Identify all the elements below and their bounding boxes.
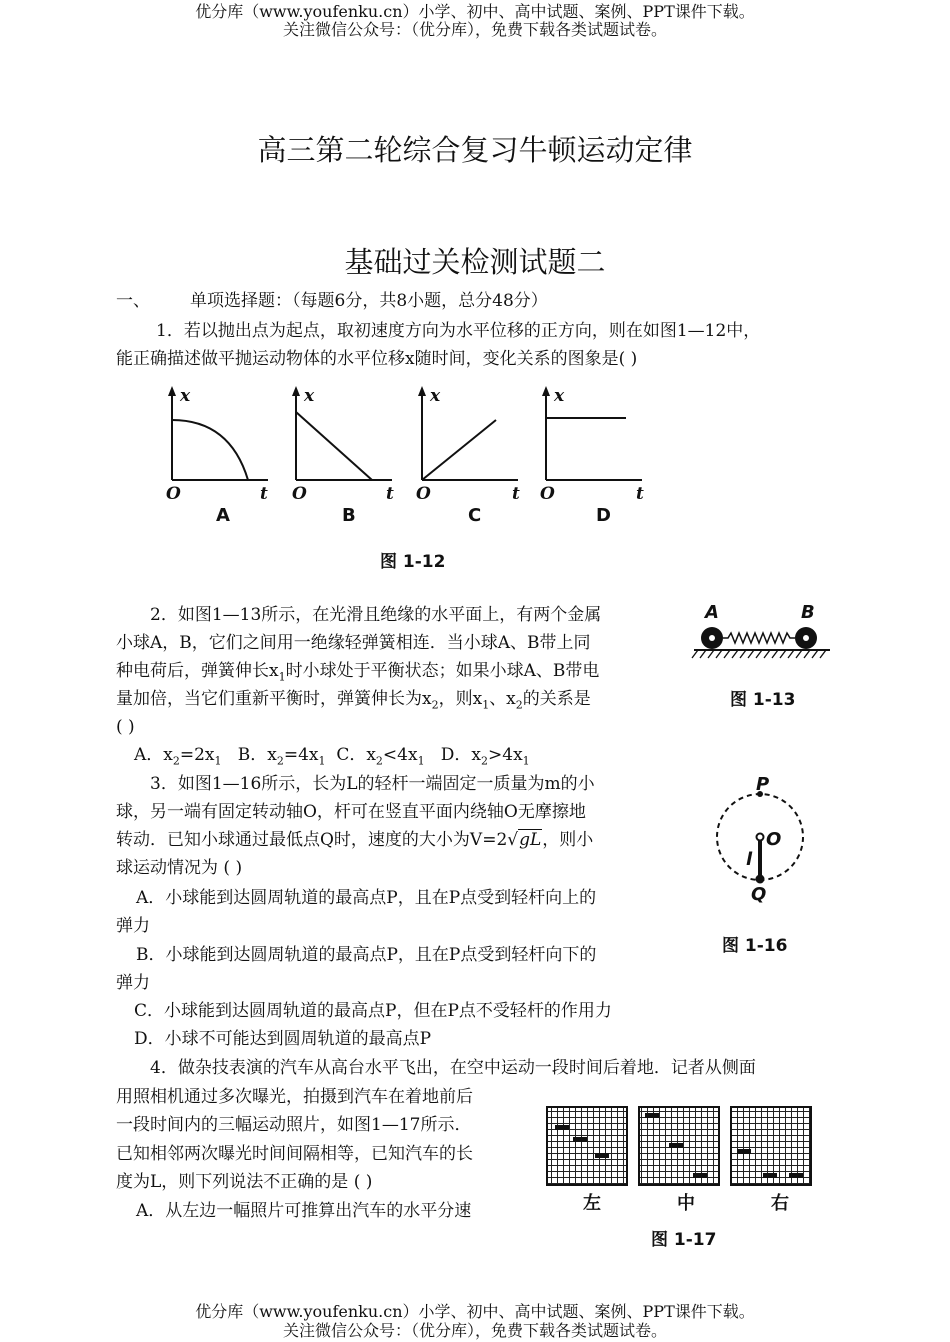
figure-1-17 (545, 1105, 815, 1190)
figure-1-12-caption: 图 1-12 (380, 552, 446, 572)
graph-d-x-label: x (554, 386, 565, 406)
photo-middle-label: 中 (677, 1193, 695, 1214)
photo-left-label: 左 (583, 1193, 601, 1214)
graph-c-line (422, 420, 496, 480)
graph-a-curve (172, 420, 248, 480)
q2-line-1: 2．如图1—13所示，在光滑且绝缘的水平面上，有两个金属 (150, 605, 602, 625)
graph-c-t-label: t (512, 484, 520, 504)
ground (692, 650, 830, 658)
label-o: O (766, 829, 782, 850)
figure-1-16-caption: 图 1-16 (722, 936, 788, 956)
q3-option-a-line-1: A．小球能到达圆周轨道的最高点P，且在P点受到轻杆向上的 (136, 888, 597, 908)
q4-option-a: A．从左边一幅照片可推算出汽车的水平分速 (136, 1201, 472, 1221)
page-subtitle: 基础过关检测试题二 (344, 245, 606, 279)
graph-a-label: A (216, 505, 230, 526)
q1-line-2: 能正确描述做平抛运动物体的水平位移x随时间，变化关系的图象是( ) (116, 349, 638, 369)
q2-options (134, 744, 530, 772)
q2-option-c: C．$x_2<4x_1$ (336, 745, 425, 768)
header-line-2: 关注微信公众号：（优分库），免费下载各类试题试卷。 (282, 20, 667, 39)
graph-a-origin: O (166, 484, 181, 504)
photo-right-label: 右 (771, 1193, 789, 1214)
graph-b-t-label: t (386, 484, 394, 504)
q2-option-b: B．$x_2=4x_1$ (237, 745, 326, 768)
graph-d-t-label: t (636, 484, 644, 504)
ball-q (756, 875, 765, 884)
graph-b-x-label: x (304, 386, 315, 406)
label-l: l (746, 849, 753, 870)
q3-option-b-line-2: 弹力 (116, 973, 150, 993)
q3-option-c: C．小球能到达圆周轨道的最高点P，但在P点不受轻杆的作用力 (134, 1001, 612, 1021)
q4-line-1: 4．做杂技表演的汽车从高台水平飞出，在空中运动一段时间后着地．记者从侧面 (150, 1058, 756, 1078)
graph-a-t-label: t (260, 484, 268, 504)
q2-line-5: ( ) (116, 717, 135, 737)
q4-line-4: 已知相邻两次曝光时间间隔相等，已知汽车的长 (116, 1144, 473, 1164)
graph-d-label: D (596, 505, 611, 526)
graph-a-x-label: x (180, 386, 191, 406)
graph-c-origin: O (416, 484, 431, 504)
q3-line-1: 3．如图1—16所示，长为L的轻杆一端固定一质量为m的小 (150, 774, 595, 794)
q1-line-1: 1．若以抛出点为起点，取初速度方向为水平位移的正方向，则在如图1—12中， (156, 321, 761, 341)
section-heading: 单项选择题：（每题6分，共8小题，总分48分） (190, 291, 548, 311)
q3-option-b-line-1: B．小球能到达圆周轨道的最高点P，且在P点受到轻杆向下的 (136, 945, 597, 965)
footer-line-2: 关注微信公众号：（优分库），免费下载各类试题试卷。 (282, 1321, 667, 1340)
footer-line-1: 优分库（www.youfenku.cn）小学、初中、高中试题、案例、PPT课件下载。 (195, 1302, 755, 1321)
label-a: A (705, 602, 719, 623)
q4-line-3: 一段时间内的三幅运动照片，如图1—17所示． (116, 1115, 472, 1135)
photo-left (547, 1107, 627, 1185)
figure-1-13-caption: 图 1-13 (730, 690, 796, 710)
graph-b-line (296, 412, 372, 480)
q2-line-4: 量加倍，当它们重新平衡时，弹簧伸长为$x_2$，则$x_1$、$x_2$的关系是 (116, 689, 591, 712)
graph-c-x-label: x (430, 386, 441, 406)
label-p: P (756, 774, 770, 795)
q3-option-d: D．小球不可能达到圆周轨道的最高点P (134, 1029, 432, 1049)
page-title: 高三第二轮综合复习牛顿运动定律 (257, 133, 693, 167)
section-number: 一、 (116, 291, 150, 311)
q3-option-a-line-2: 弹力 (116, 916, 150, 936)
pivot-o (757, 834, 764, 841)
photo-middle (639, 1107, 719, 1185)
label-b: B (801, 602, 815, 623)
spring (723, 633, 795, 643)
q3-line-4: 球运动情况为 ( ) (116, 858, 243, 878)
graph-d-origin: O (540, 484, 555, 504)
q3-line-2: 球，另一端有固定转动轴O，杆可在竖直平面内绕轴O无摩擦地 (116, 802, 586, 822)
q2-option-d: D．$x_2>4x_1$ (440, 745, 530, 768)
graph-b-origin: O (292, 484, 307, 504)
header-line-1: 优分库（www.youfenku.cn）小学、初中、高中试题、案例、PPT课件下载。 (195, 2, 755, 21)
q2-line-3: 种电荷后，弹簧伸长$x_1$时小球处于平衡状态；如果小球A、B带电 (116, 661, 600, 684)
q4-line-5: 度为L，则下列说法不正确的是 ( ) (116, 1172, 373, 1192)
graph-c-label: C (468, 505, 482, 526)
photo-right (731, 1107, 811, 1185)
label-q: Q (751, 884, 767, 905)
q4-line-2: 用照相机通过多次曝光，拍摄到汽车在着地前后 (116, 1087, 473, 1107)
figure-1-17-caption: 图 1-17 (651, 1230, 717, 1250)
graph-b-label: B (342, 505, 356, 526)
q3-line-3: 转动．已知小球通过最低点Q时，速度的大小为V=2√gL，则小 (116, 830, 594, 850)
q2-line-2: 小球A，B，它们之间用一绝缘轻弹簧相连．当小球A、B带上同 (116, 633, 591, 653)
q2-option-a: A．$x_2=2x_1$ (134, 745, 222, 768)
